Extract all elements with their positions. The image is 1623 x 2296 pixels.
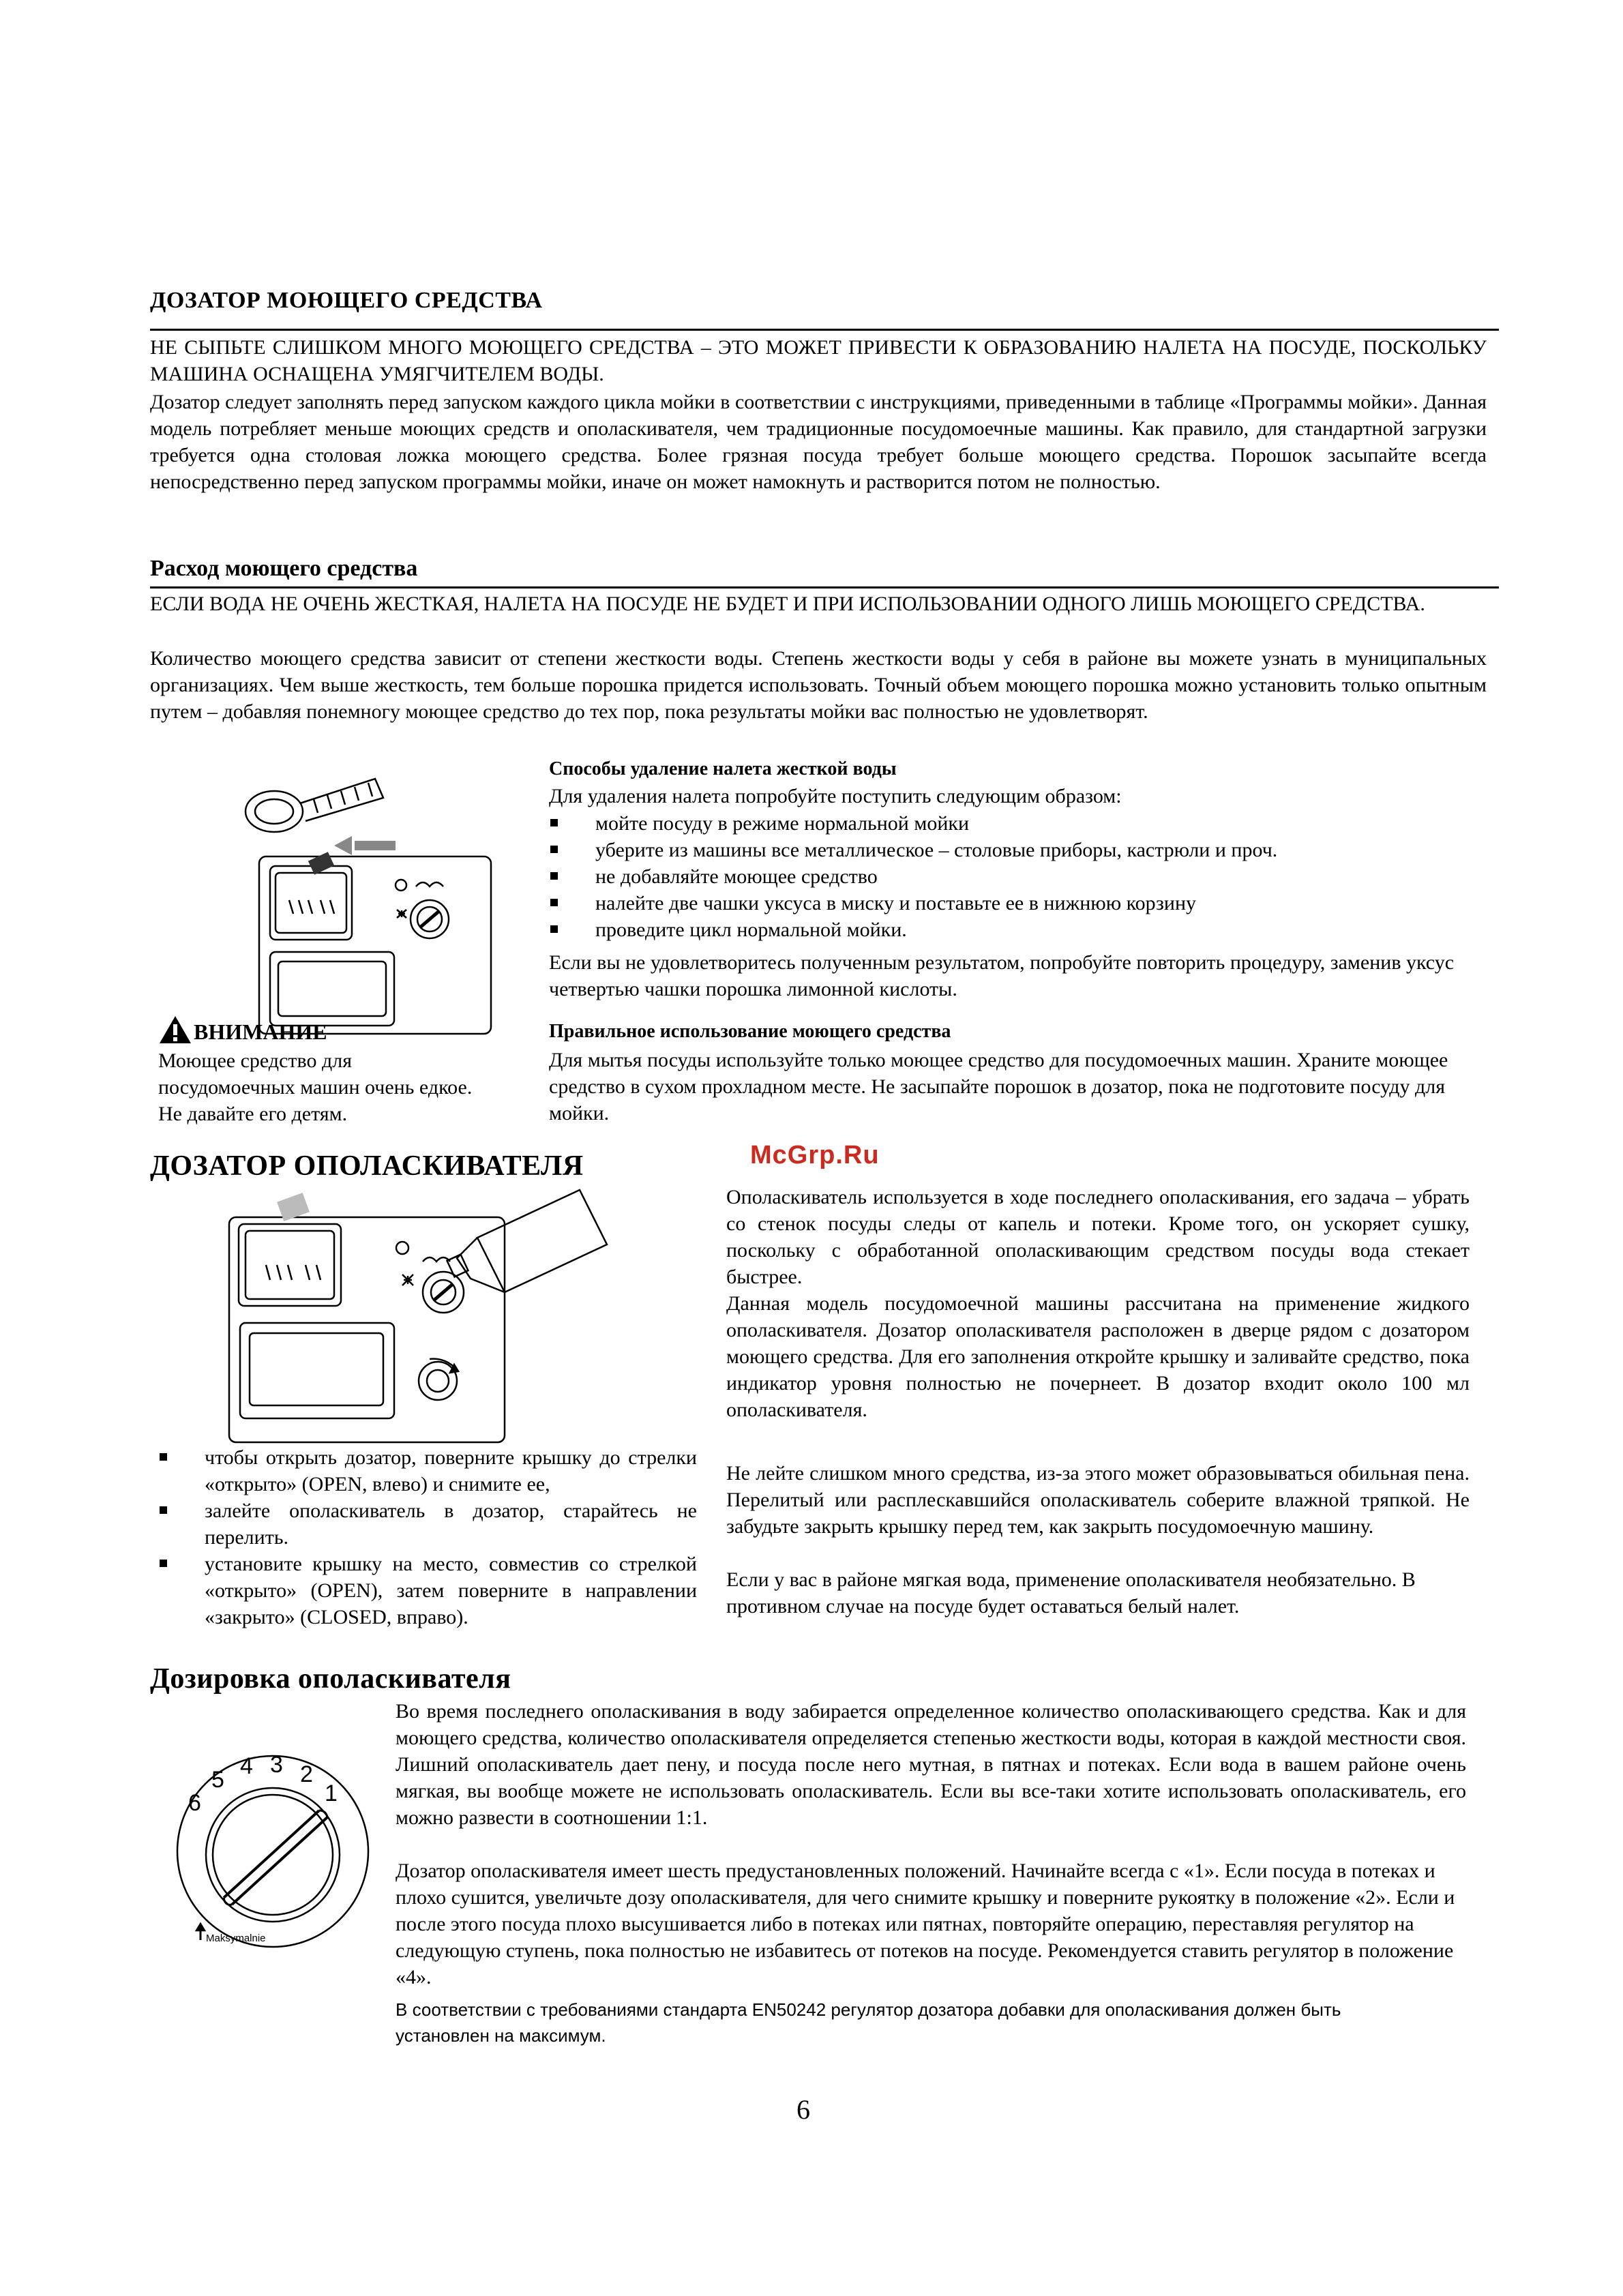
attention-label: ВНИМАНИЕ: [194, 1019, 327, 1044]
rinse-paragraph-2: Данная модель посудомоечной машины рассчитана на применение жидкого ополаскивателя. Дозатор ополаскивателя расположен в дверце рядом с дозатором моющего средства. Для его заполнения откройте крышку и заливайте средство, пока индикатор уровня полностью не почернеет. В дозатор входит около 100 мл ополаскивателя.: [726, 1292, 1470, 1421]
list-item: проведите цикл нормальной мойки.: [549, 916, 1490, 943]
list-item: уберите из машины все металлическое – столовые приборы, кастрюли и проч.: [549, 837, 1490, 863]
proper-use-title: Правильное использование моющего средства: [549, 1021, 951, 1042]
scale-removal-outro: Если вы не удовлетворитесь полученным результатом, попробуйте повторить процедуру, заменив уксус четвертью чашки порошка лимонной кислоты.: [549, 951, 1455, 1000]
rinse-paragraph-4: Если у вас в районе мягкая вода, применение ополаскивателя необязательно. В противном случае на посуде будет оставаться белый налет.: [726, 1568, 1416, 1617]
rinse-dial-illustration: [170, 1742, 375, 1954]
dial-label: Maksymalnie: [206, 1933, 266, 1944]
dosage-paragraph-1: Во время последнего ополаскивания в воду забирается определенное количество ополаскивающего средства. Как и для моющего средства, количество ополаскивателя определяется степенью жесткости воды, которая в каждой местности своя. Лишний ополаскиватель дает пену, и посуда после него мутная, в пятнах и потеках. Если вода в вашем районе очень мягкая, вы вообще можете не использовать ополаскиватель. Если вы все-таки хотите использовать ополаскиватель, его можно развести в соотношении 1:1.: [396, 1700, 1466, 1829]
section-title-rinse-dosage: Дозировка ополаскивателя: [150, 1663, 511, 1695]
list-item: чтобы открыть дозатор, поверните крышку до стрелки «открыто» (OPEN, влево) и снимите ее,: [158, 1444, 697, 1497]
standard-note: [396, 1997, 1500, 2048]
attention-text: Моющее средство для посудомоечных машин очень едкое. Не давайте его детям.: [158, 1049, 473, 1125]
dial-number: 2: [300, 1761, 313, 1787]
divider: [150, 329, 1499, 331]
dosage-paragraph-2: Дозатор ополаскивателя имеет шесть предустановленных положений. Начинайте всегда с «1». Если посуда в потеках и плохо сушится, увеличьте дозу ополаскивателя, для чего снимите крышку и поверните рукоятку в положение «2». Если и после этого посуда плохо высушивается либо в потеках или пятнах, повторяйте операцию, переставляя регулятор на следующую ступень, пока полностью не избавитесь от потеков на посуде. Рекомендуется ставить регулятор в положение «4».: [396, 1860, 1455, 1988]
list-item: установите крышку на место, совместив со стрелкой «открыто» (OPEN), затем поверните в направлении «закрыто» (CLOSED, вправо).: [158, 1551, 697, 1630]
list-item: мойте посуду в режиме нормальной мойки: [549, 810, 1490, 837]
dial-number: 5: [211, 1767, 224, 1793]
rinse-paragraph-1: Ополаскиватель используется в ходе последнего ополаскивания, его задача – убрать со стенок посуды следы от капель и потеки. Кроме того, он ускоряет сушку, поскольку с обработанной ополаскивающим средством посуды вода стекает быстрее.: [726, 1186, 1470, 1288]
attention-heading: [158, 1015, 486, 1045]
dial-number: 6: [188, 1790, 201, 1816]
page-number: 6: [796, 2094, 810, 2125]
paragraph: Дозатор следует заполнять перед запуском каждого цикла мойки в соответствии с инструкциями, приведенными в таблице «Программы мойки». Данная модель потребляет меньше моющих средств и ополаскивателя, чем традиционные посудомоечные машины. Как правило, для стандартной загрузки требуется одна столовая ложка моющего средства. Более грязная посуда требует больше моющего средства. Порошок засыпайте всегда непосредственно перед запуском программы мойки, иначе он может намокнуть и растворится потом не полностью.: [150, 391, 1487, 493]
scale-removal-list: [549, 810, 1490, 943]
list-item: налейте две чашки уксуса в миску и поставьте ее в нижнюю корзину: [549, 890, 1490, 916]
standard-note-line: установлен на максимум.: [396, 2025, 606, 2046]
paragraph: Количество моющего средства зависит от степени жесткости воды. Степень жесткости воды у себя в районе вы можете узнать в муниципальных организациях. Чем выше жесткость, тем больше порошка придется использовать. Точный объем моющего порошка можно установить только опытным путем – добавляя понемногу моющее средство до тех пор, пока результаты мойки вас полностью не удовлетворят.: [150, 647, 1487, 723]
list-item: не добавляйте моющее средство: [549, 863, 1490, 890]
dial-number: 1: [325, 1780, 338, 1806]
rinse-steps-list: [158, 1444, 697, 1630]
standard-note-line: В соответствии с требованиями стандарта EN50242 регулятор дозатора добавки для ополаскивания должен быть: [396, 1999, 1341, 2020]
scale-removal-intro: Для удаления налета попробуйте поступить следующим образом:: [549, 785, 1122, 807]
section-title-detergent-consumption: Расход моющего средства: [150, 556, 418, 581]
detergent-dispenser-illustration: [232, 771, 505, 1043]
section-title-rinse-aid-dispenser: ДОЗАТОР ОПОЛАСКИВАТЕЛЯ: [150, 1150, 584, 1182]
scale-removal-title: Способы удаление налета жесткой воды: [549, 758, 897, 779]
dial-number: 4: [240, 1753, 253, 1779]
warning-caps: ЕСЛИ ВОДА НЕ ОЧЕНЬ ЖЕСТКАЯ, НАЛЕТА НА ПОСУДЕ НЕ БУДЕТ И ПРИ ИСПОЛЬЗОВАНИИ ОДНОГО ЛИШЬ МОЮЩЕГО СРЕДСТВА.: [150, 593, 1425, 615]
section-title-detergent-dispenser: ДОЗАТОР МОЮЩЕГО СРЕДСТВА: [150, 288, 543, 313]
list-item: залейте ополаскиватель в дозатор, старайтесь не перелить.: [158, 1497, 697, 1551]
divider: [150, 586, 1499, 588]
warning-triangle-icon: [158, 1015, 192, 1045]
watermark: McGrp.Ru: [750, 1141, 880, 1169]
rinse-paragraph-3: Не лейте слишком много средства, из-за этого может образовываться обильная пена. Перелитый или расплескавшийся ополаскиватель соберите влажной тряпкой. Не забудьте закрыть крышку перед тем, как закрыть посудомоечную машину.: [726, 1462, 1470, 1538]
dial-number: 3: [270, 1752, 283, 1778]
warning-caps: НЕ СЫПЬТЕ СЛИШКОМ МНОГО МОЮЩЕГО СРЕДСТВА – ЭТО МОЖЕТ ПРИВЕСТИ К ОБРАЗОВАНИЮ НАЛЕТА НА ПОСУДЕ, ПОСКОЛЬКУ МАШИНА ОСНАЩЕНА УМЯГЧИТЕЛЕМ ВОДЫ.: [150, 336, 1487, 385]
rinse-dispenser-illustration: [225, 1183, 661, 1449]
proper-use-text: Для мытья посуды используйте только моющее средство для посудомоечных машин. Храните моющее средство в сухом прохладном месте. Не засыпайте порошок в дозатор, пока не подготовите посуду для мойки.: [549, 1049, 1448, 1124]
attention-block: [158, 1015, 486, 1127]
